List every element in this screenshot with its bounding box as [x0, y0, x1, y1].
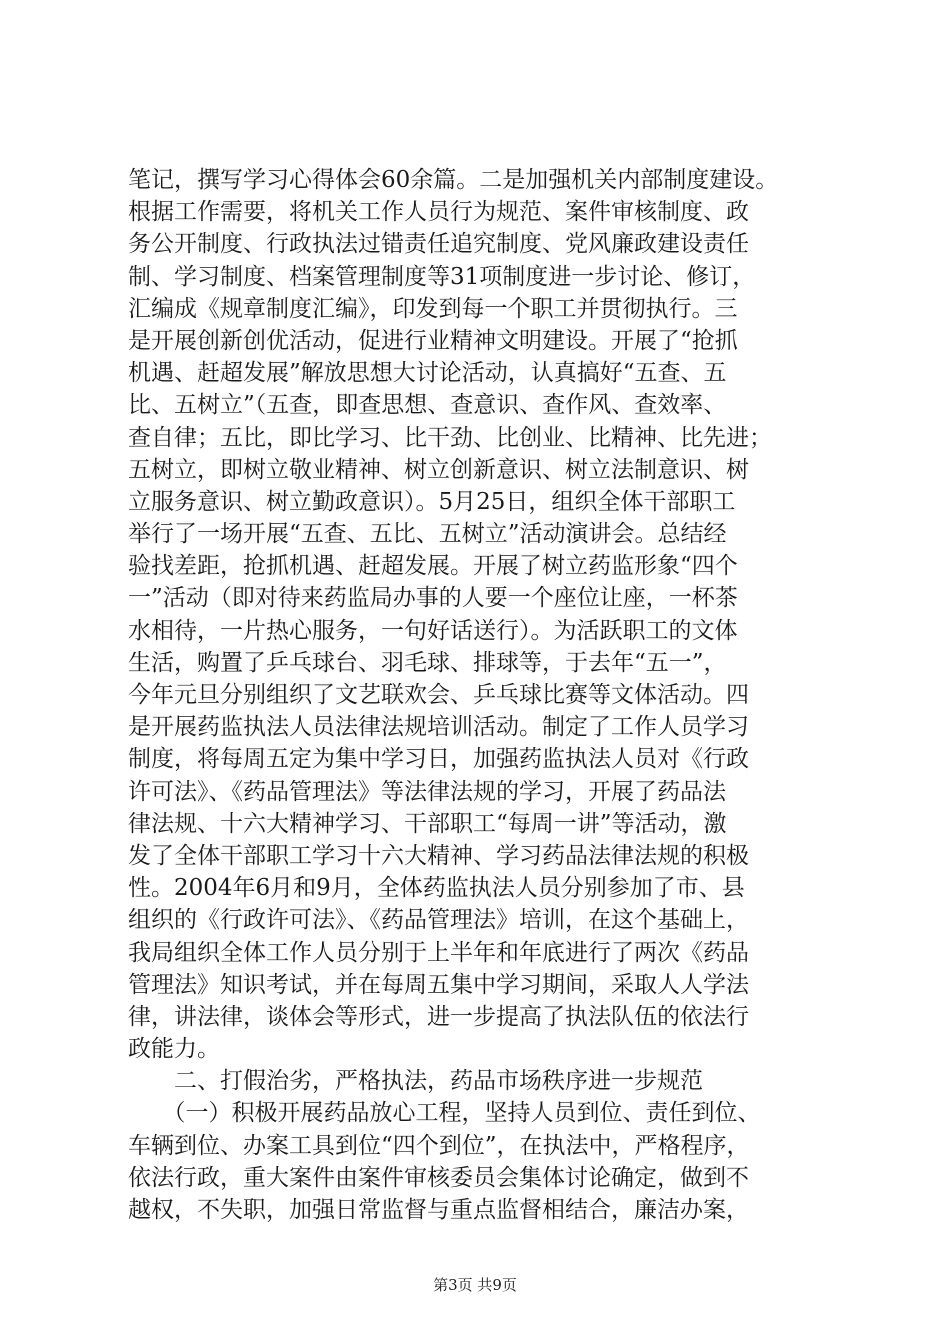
text-line: 制、学习制度、档案管理制度等31项制度进一步讨论、修订， [128, 263, 756, 290]
text-line: 水相待，一片热心服务，一句好话送行）。为活跃职工的文体 [128, 617, 738, 644]
text-line: 许可法》、《药品管理法》等法律法规的学习，开展了药品法 [128, 778, 726, 805]
body-text [128, 164, 828, 1226]
text-line: 五树立，即树立敬业精神、树立创新意识、树立法制意识、树 [128, 456, 749, 483]
text-line: 查自律；五比，即比学习、比干劲、比创业、比精神、比先进； [128, 424, 772, 451]
text-line: 车辆到位、办案工具到位“四个到位”，在执法中，严格程序， [128, 1132, 750, 1159]
text-line: 验找差距，抢抓机遇、赶超发展。开展了树立药监形象“四个 [128, 553, 738, 580]
text-line: 发了全体干部职工学习十六大精神、学习药品法律法规的积极 [128, 842, 749, 869]
text-line: 组织的《行政许可法》、《药品管理法》培训，在这个基础上， [128, 907, 749, 934]
text-line: 立服务意识、树立勤政意识）。5月25日，组织全体干部职工 [128, 488, 736, 515]
text-line: 管理法》知识考试，并在每周五集中学习期间，采取人人学法 [128, 971, 749, 998]
text-line: 依法行政，重大案件由案件审核委员会集体讨论确定，做到不 [128, 1164, 749, 1191]
text-line: 笔记，撰写学习心得体会60余篇。二是加强机关内部制度建设。 [128, 167, 779, 193]
text-line: 汇编成《规章制度汇编》，印发到每一个职工并贯彻执行。三 [128, 295, 738, 322]
text-line: 性。2004年6月和9月，全体药监执法人员分别参加了市、县 [128, 875, 745, 902]
text-line: 我局组织全体工作人员分别于上半年和年底进行了两次《药品 [128, 939, 749, 966]
text-line: 律，讲法律，谈体会等形式，进一步提高了执法队伍的依法行 [128, 1003, 749, 1030]
text-line: 制度，将每周五定为集中学习日，加强药监执法人员对《行政 [128, 746, 749, 773]
text-line: 是开展药监执法人员法律法规培训活动。制定了工作人员学习 [128, 714, 749, 741]
text-line: 机遇、赶超发展”解放思想大讨论活动，认真搞好“五查、五 [128, 360, 727, 387]
text-line: 今年元旦分别组织了文艺联欢会、乒乓球比赛等文体活动。四 [128, 682, 749, 708]
text-line: （一）积极开展药品放心工程，坚持人员到位、责任到位、 [128, 1100, 761, 1127]
text-line: 律法规、十六大精神学习、干部职工“每周一讲”等活动，激 [128, 810, 727, 837]
text-line: 是开展创新创优活动，促进行业精神文明建设。开展了“抢抓 [128, 327, 738, 354]
text-line: 二、打假治劣，严格执法，药品市场秩序进一步规范 [128, 1068, 703, 1095]
text-line: 越权，不失职，加强日常监督与重点监督相结合，廉洁办案， [128, 1197, 749, 1223]
text-line: 生活，购置了乒乓球台、羽毛球、排球等，于去年“五一”， [128, 649, 727, 676]
text-line: 举行了一场开展“五查、五比、五树立”活动演讲会。总结经 [128, 521, 727, 548]
page-footer: 第3页 共9页 [433, 1276, 517, 1294]
text-line: 根据工作需要，将机关工作人员行为规范、案件审核制度、政 [128, 199, 749, 226]
text-line: 政能力。 [128, 1036, 220, 1063]
text-line: 务公开制度、行政执法过错责任追究制度、党风廉政建设责任 [128, 231, 749, 258]
text-line: 比、五树立”（五查，即查思想、查意识、查作风、查效率、 [128, 392, 727, 419]
text-line: 一”活动（即对待来药监局办事的人要一个座位让座，一杯茶 [128, 585, 738, 612]
